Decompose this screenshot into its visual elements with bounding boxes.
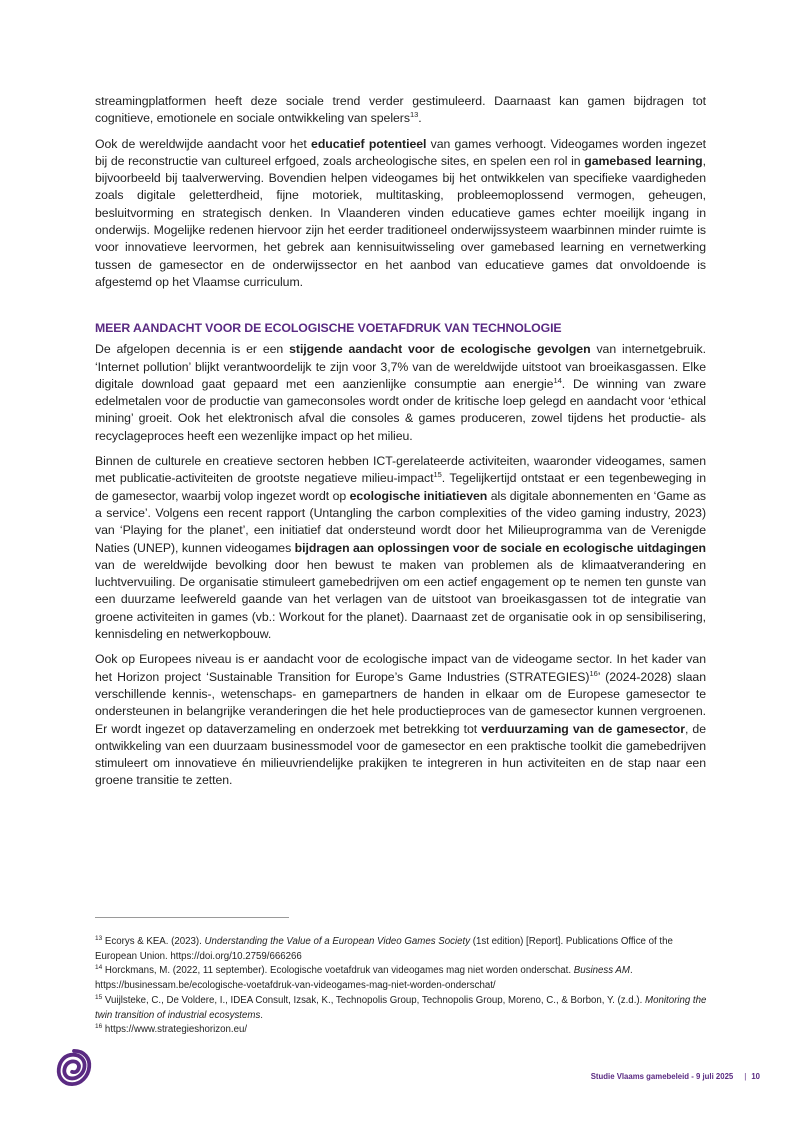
footnote-ref: 14 [95,964,103,972]
footnote-ref: 13 [409,110,419,120]
text-run: . De winning van zware edelmetalen voor de productie van gameconsoles wordt onder de kritische loep gelegd en aandacht voor ‘ethical mining’ groeit. Ook het elektronisch afval die consoles & games produceren, zowel tijdens het productie- als recyclageproces heeft een wezenlijke impact op het milieu. [95,376,707,443]
text-run: . https://businessam.be/ecologische-voetafdruk-van-videogames-mag-niet-worden-onderschat/ [95,965,633,992]
section-paragraphs [95,341,706,789]
text-run: https://www.strategieshorizon.eu/ [102,1024,248,1036]
text-run: Monitoring the twin transition of industrial ecosystems [95,994,707,1021]
intro-paragraphs [95,93,706,291]
spiral-logo-icon [55,1048,93,1088]
text-run: (1st edition) [Report]. Publications Office of the European Union. https://doi.org/10.2759/666266 [95,936,673,962]
paragraph [95,453,706,643]
footnotes [95,935,715,1038]
section-heading: MEER AANDACHT VOOR DE ECOLOGISCHE VOETAFDRUK VAN TECHNOLOGIE [95,321,562,336]
footer-title: Studie Vlaams gamebeleid - 9 juli 2025 [590,1072,734,1081]
text-run: , de ontwikkeling van een duurzaam businessmodel voor de gamesector en een praktische toolkit die gamebedrijven stimuleert om innovatieve én milieuvriendelijke prakijken te integreren in hun activiteiten en de stap naar een groene transitie te zetten. [95,721,707,788]
page-number: 10 [751,1072,760,1081]
text-run: , bijvoorbeeld bij taalverwerving. Bovendien helpen videogames bij het ontwikkelen van specifieke vaardigheden zoals digitale geletterdheid, fijne motoriek, multitasking, probleemoplossend vermogen, geheugen, besluitvorming en strategisch denken. In Vlaanderen vinden educatieve games echter moeilijk ingang in onderwijs. Mogelijke redenen hiervoor zijn het eerder traditioneel onderwijssysteem waarbinnen minder ruimte is voor innovatieve leervormen, het gebrek aan kennisuitwisseling over gamebased learning en vernetwerking tussen de gamesector en de onderwijssector en het aanbod van educatieve games dat onvoldoende is afgestemd op het Vlaamse curriculum. [95,153,707,289]
text-run: Ook op Europees niveau is er aandacht voor de ecologische impact van de videogame sector. In het kader van het Horizon project ‘Sustainable Transition for Europe’s Game Industries (STRATEGIES) [95,652,706,684]
footnote [95,1023,715,1038]
text-run: verduurzaming van de gamesector [481,721,685,736]
text-run: Ecorys & KEA. (2023). [102,936,205,947]
footnote-ref: 14 [553,375,562,385]
text-run: Horckmans, M. (2022, 11 september). Ecologische voetafdruk van videogames mag niet worden onderschat. [102,965,574,977]
paragraph [95,136,706,292]
paragraph [95,341,706,445]
text-run: . [260,1009,263,1021]
footnote-ref: 16 [589,668,598,678]
text-run: Understanding the Value of a European Video Games Society [204,936,471,947]
footnote [95,994,715,1023]
text-run: stijgende aandacht voor de ecologische gevolgen [289,342,591,357]
text-run: ’ (2024-2028) slaan verschillende kennis-, wetenschaps- en gamepartners de handen in elkaar om de Europese gamesector te ondersteunen in belangrijke veranderingen die het hele productieproces van de gamesector kunnen vergroenen. Er wordt ingezet op dataverzameling en onderzoek met betrekking tot [95,669,706,736]
paragraph [95,93,706,128]
text-run: Business AM [573,965,630,977]
text-run: ecologische initiatieven [349,488,488,503]
footer-separator: | [744,1072,747,1081]
footnote-ref: 15 [433,470,442,480]
footnote [95,935,715,964]
text-run: . Tegelijkertijd ontstaat er een tegenbeweging in de gamesector, waarbij volop ingezet wordt op [95,471,706,503]
text-run: Binnen de culturele en creatieve sectoren hebben ICT-gerelateerde activiteiten, waaronder videogames, samen met publicatie-activiteiten de grootste negatieve milieu-impact [95,454,706,486]
text-run: De afgelopen decennia is er een [95,342,290,357]
text-run: streamingplatformen heeft deze sociale trend verder gestimuleerd. Daarnaast kan gamen bijdragen tot cognitieve, emotionele en sociale ontwikkeling van spelers [95,94,706,126]
text-run: van internetgebruik. ‘Internet pollution’ blijkt verantwoordelijk te zijn voor 3,7% van de wereldwijde uitstoot van broeikasgassen. Elke digitale download gaat gepaard met een aanzienlijke consumptie aan energie [95,342,706,391]
text-run: Ook de wereldwijde aandacht voor het [95,136,312,151]
paragraph [95,651,706,789]
text-run: Vuijlsteke, C., De Voldere, I., IDEA Consult, Izsak, K., Technopolis Group, Technopolis Group, Moreno, C., & Borbon, Y. (z.d.). [102,994,645,1006]
text-run: als digitale abonnementen en ‘Game as a service’. Volgens een recent rapport (Untangling the carbon complexities of the video gaming industry, 2023) van ‘Playing for the planet’, een initiatief dat ondersteund wordt door het Milieuprogramma van de Verenigde Naties (UNEP), kunnen videogames [95,488,706,555]
text-run: . [418,111,422,126]
text-run: educatief potentieel [311,136,427,151]
footnote-ref: 15 [95,993,103,1001]
text-run: van de wereldwijde bevolking door hen bewust te maken van problemen als de klimaatverandering en luchtvervuiling. De organisatie stimuleert gamebedrijven om een actief engagement op te nemen ten gunste van een duurzame leefwereld gaande van het verlagen van de uitstoot van broeikasgassen tot de integratie van groene activiteiten in games (vb.: Workout for the planet). Daarnaast zet de organisatie ook in op sensibilisering, kennisdeling en netwerkopbouw. [95,557,706,642]
text-run: gamebased learning [584,153,703,168]
page-content [95,93,706,798]
footnote-divider [95,917,289,918]
text-run: bijdragen aan oplossingen voor de sociale en ecologische uitdagingen [294,540,706,555]
text-run: van games verhoogt. Videogames worden ingezet bij de reconstructie van cultureel erfgoed, zoals archeologische sites, en spelen een rol in [95,136,706,168]
footnote-ref: 16 [95,1022,103,1030]
footnote-ref: 13 [95,934,103,942]
page-footer [591,1072,760,1081]
footnote [95,964,715,993]
